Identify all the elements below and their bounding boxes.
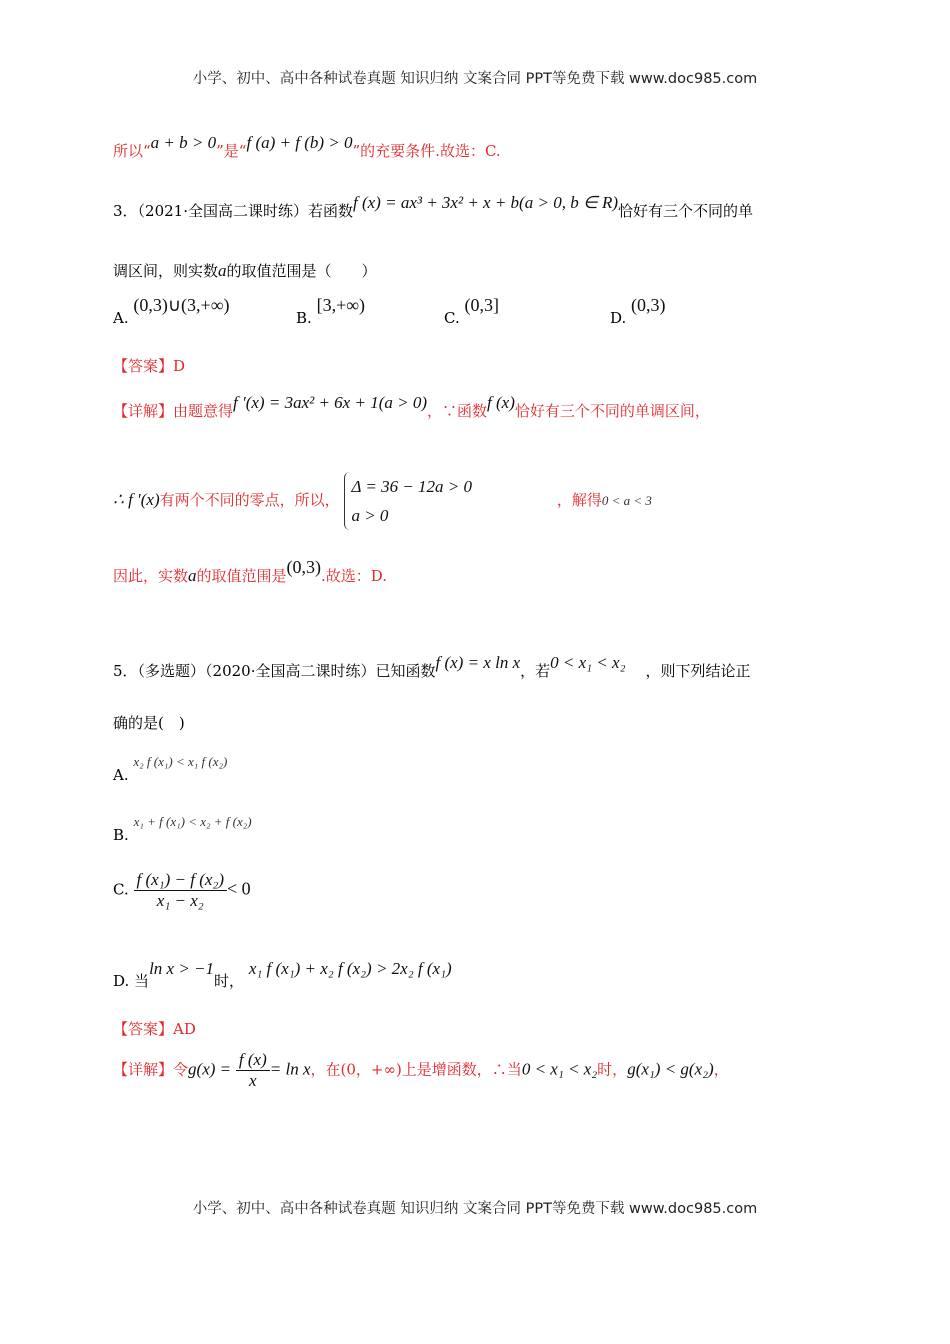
answer-3: 【答案】D: [113, 357, 186, 375]
text: 的取值范围是（ ）: [226, 262, 377, 280]
math: (0,3): [286, 557, 322, 577]
explanation-3-line-3: [113, 557, 388, 586]
denominator: x: [249, 1071, 257, 1090]
math: f (a) + f (b) > 0: [246, 133, 353, 152]
math: g(x) =: [188, 1059, 232, 1079]
math: f ′(x) = 3ax² + 6x + 1(a > 0): [233, 393, 427, 412]
text: .故选：D.: [321, 567, 388, 585]
text: 5．（多选题）（2020·全国高二课时练）已知函数: [113, 662, 436, 680]
text: 令: [173, 1060, 189, 1079]
explanation-3-line-1: [113, 393, 710, 421]
question-3-stem: [113, 193, 754, 221]
text: ，若: [520, 662, 551, 680]
math: f (x) = ax³ + 3x² + x + b(a > 0, b ∈ R): [353, 193, 619, 212]
explanation-3-line-2: [113, 472, 652, 530]
equation-system: [344, 472, 472, 530]
option-value: (0,3): [631, 295, 666, 315]
option-b: [113, 812, 252, 844]
option-label: D.: [113, 972, 130, 990]
text: 由题意得: [173, 402, 234, 420]
denominator: x₁ − x₂: [156, 891, 204, 910]
fraction: [134, 870, 227, 911]
text: 恰好有三个不同的单调区间，: [514, 402, 710, 420]
math: g(x₁) < g(x₂): [627, 1059, 714, 1079]
option-a: [113, 295, 230, 327]
tag: 【详解】: [113, 402, 174, 420]
answer-5: 【答案】AD: [113, 1020, 196, 1038]
text: ”的充要条件.故选：C.: [352, 142, 501, 160]
text: 有两个不同的零点，所以，: [159, 491, 340, 509]
option-label: C.: [444, 309, 460, 327]
math: f (x): [487, 393, 515, 412]
text: 的取值范围是: [196, 567, 287, 585]
option-label: B.: [296, 309, 312, 327]
option-d: [113, 958, 452, 990]
conclusion-line: [113, 133, 501, 161]
math: = ln x: [269, 1059, 311, 1079]
option-value: [3,+∞): [316, 295, 366, 315]
option-label: A.: [113, 766, 129, 784]
math: Δ = 36 − 12a > 0: [351, 477, 473, 496]
option-value: (0,3)∪(3,+∞): [133, 295, 230, 315]
question-5-stem: [113, 653, 751, 681]
option-label: B.: [113, 826, 129, 844]
page-header: 小学、初中、高中各种试卷真题 知识归纳 文案合同 PPT等免费下载 www.doc985.com: [192, 71, 758, 87]
math: a + b > 0: [150, 133, 217, 152]
math: f (x) = x ln x: [435, 653, 521, 672]
text: ，解得: [556, 491, 602, 509]
text: 恰好有三个不同的单: [618, 202, 754, 220]
text: 因此，实数: [113, 567, 189, 585]
option-c: [113, 870, 251, 911]
math: a: [188, 566, 197, 585]
text: 所以“: [113, 142, 151, 160]
math: a: [218, 261, 227, 280]
text: ，: [713, 1060, 729, 1079]
option-value: x₁ + f (x₁) < x₂ + f (x₂): [133, 814, 252, 829]
option-c: [444, 295, 499, 327]
math: 0 < x₁ < x₂: [521, 1059, 598, 1079]
math: 0 < x₁ < x₂: [550, 653, 626, 672]
explanation-5: [113, 1050, 729, 1091]
text: 时，: [597, 1060, 628, 1079]
text: ，则下列结论正: [645, 662, 751, 680]
math: < 0: [226, 878, 251, 899]
fraction: [236, 1050, 270, 1091]
option-label: D.: [610, 309, 627, 327]
option-a: [113, 752, 228, 784]
numerator: f (x): [236, 1050, 270, 1071]
text: ”是“: [216, 142, 247, 160]
option-value: (0,3]: [464, 295, 499, 315]
tag: 【详解】: [113, 1060, 174, 1079]
math: a > 0: [351, 506, 389, 525]
option-value: x₁ f (x₁) + x₂ f (x₂) > 2x₂ f (x₁): [248, 959, 452, 978]
text: ，在(0，+∞)上是增函数，∴当: [310, 1060, 522, 1079]
math: ∴ f ′(x): [113, 490, 160, 509]
text: 3．（2021·全国高二课时练）若函数: [113, 202, 353, 220]
page-footer: 小学、初中、高中各种试卷真题 知识归纳 文案合同 PPT等免费下载 www.doc985.com: [192, 1201, 758, 1217]
question-3-stem-2: [113, 260, 377, 281]
text: 当: [134, 972, 150, 990]
math: 0 < a < 3: [601, 493, 652, 508]
text: 调区间，则实数: [113, 262, 219, 280]
math: ln x > −1: [149, 959, 215, 978]
text: ，∵函数: [427, 402, 488, 420]
text: 时，: [214, 972, 245, 990]
numerator: f (x₁) − f (x₂): [134, 870, 227, 891]
option-label: C.: [113, 880, 129, 899]
option-label: A.: [113, 309, 129, 327]
question-5-stem-2: 确的是( ): [113, 714, 185, 732]
option-b: [296, 295, 366, 327]
option-value: x₂ f (x₁) < x₁ f (x₂): [133, 754, 228, 769]
option-d: [610, 295, 666, 327]
